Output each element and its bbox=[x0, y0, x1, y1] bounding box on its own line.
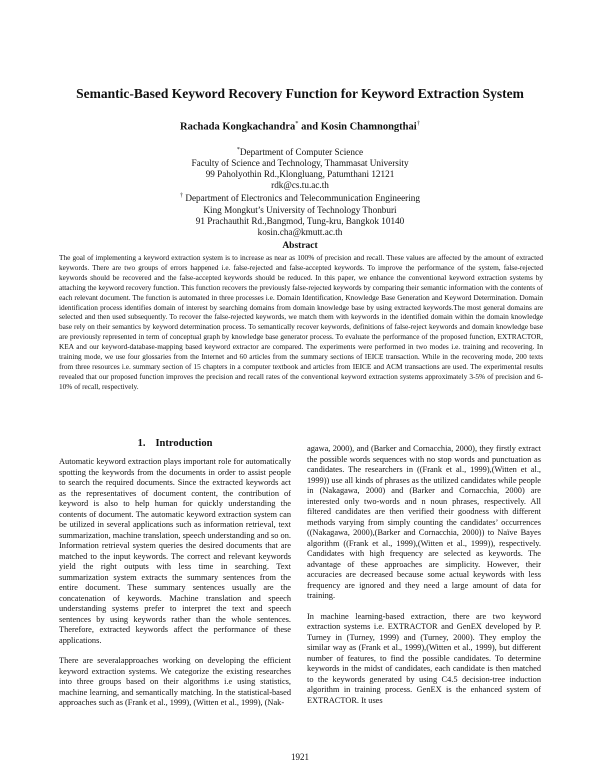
affiliation-line: King Mongkut’s University of Technology Thonburi bbox=[203, 204, 397, 215]
author-name: Rachada Kongkachandra bbox=[180, 121, 296, 133]
department: Department of Electronics and Telecommunication Engineering bbox=[183, 193, 420, 204]
author-line bbox=[0, 120, 600, 133]
author-email: kosin.cha@kmutt.ac.th bbox=[257, 226, 343, 237]
paragraph: Automatic keyword extraction plays important role for automatically spotting the keywords from the documents in order to assist people to search the required documents. Since the extracted keywords act as the representatives of document content, the contribution of keyword is also to help human for quickly understanding the contents of document. The automatic keyword extraction system can be utilized in several applications such as information retrieval, text summarization, machine translation, speech understanding and so on. Information retrieval system queries the desired documents that are matched to the input keywords. The correct and relevant keywords yield the right outputs with less time in searching. Text summarization system extracts the summary sentences from the entire document. These summary sentences usually are the concatenation of keywords. Machine translation and speech understanding systems prefer to interpret the text and speech sentences by using keywords rather than the whole sentences. Therefore, extracted keywords affect the performance of these applications. bbox=[59, 457, 291, 645]
affiliation-line: 99 Paholyothin Rd.,Klongluang, Patumthani 12121 bbox=[205, 169, 395, 180]
affiliation-marker: * bbox=[236, 147, 240, 153]
affiliation-line bbox=[0, 191, 600, 204]
affiliation-line bbox=[0, 145, 600, 158]
author-email: rdk@cs.tu.ac.th bbox=[271, 180, 329, 191]
author-affil-marker: † bbox=[416, 120, 420, 127]
author-conjunction: and bbox=[298, 121, 321, 133]
section-title: Introduction bbox=[155, 438, 213, 449]
section-number: 1. bbox=[137, 438, 146, 449]
affiliation-line: 91 Prachauthit Rd.,Bangmod, Tung-kru, Bangkok 10140 bbox=[195, 215, 405, 226]
right-column bbox=[307, 444, 541, 716]
department: Department of Computer Science bbox=[239, 147, 364, 158]
paragraph: agawa, 2000), and (Barker and Cornacchia, 2000), they firstly extract the possible words sequences with no stop words and punctuation as candidates. The researchers in ((Frank et al., 1999),(Witten et al., 1999)) use all kinds of phrases as the utilized candidates while people in (Nakagawa, 2000) and (Barker and Cornacchia, 2000) are interested only two-words and n noun phrases, respectively. All filtered candidates are then verified their goodness with different methods varying from simply counting the candidates’ occurrences ((Nakagawa, 2000),(Barker and Cornacchia, 2000)) to Naïve Bayes algorithm ((Frank et al., 1999),(Witten et al., 1999)), respectively. Candidates with high frequency are selected as keywords. The advantage of these approaches are simplicity. However, their accuracies are decreased because some actual keywords with less frequency are ignored and they need a large amount of data for training. bbox=[307, 444, 541, 600]
left-column bbox=[59, 438, 291, 719]
abstract-body: The goal of implementing a keyword extraction system is to increase as near as 100% of precision and recall. These values are affected by the amount of extracted keywords. There are two groups of errors happened i.e. false-rejected and false-accepted keywords. To improve the performance of the system, false-rejected keywords should be recovered and the false-accepted keywords should be reduced. In this paper, we enhance the conventional keyword extraction systems by attaching the keyword recovery function. This function recovers the previously false-rejected keywords by comparing their semantic information with the contents of each relevant document. The function is automated in three processes i.e. Domain Identification, Knowledge Base Generation and Keyword Determination. Domain identification process identifies domain of interest by searching domains from domain knowledge base by using extracted keywords.The most general domains are selected and then used subsequently. To recover the false-rejected keywords, we match them with keywords in the identified domain within the domain knowledge base rely on their semantics by keyword determination process. To semantically recover keywords, definitions of false-reject keywords and domain knowledge base are previously represented in term of conceptual graph by knowledge base generator process. To evaluate the performance of the proposed function, EXTRACTOR, KEA and our keyword-database-mapping based keyword extractor are compared. The experiments were performed in two modes i.e. training and recovering. In training mode, we use four glossaries from the Internet and 60 articles from the summary sections of IEICE transaction. While in the recovering mode, 200 texts from three resources i.e. summary section of 15 chapters in a computer textbook and articles from IEICE and ACM transactions are used. The experimental results revealed that our proposed function improves the precision and recall rates of the conventional keyword extraction systems approximately 3-5% of precision and 6-10% of recall, respectively. bbox=[59, 253, 543, 391]
affiliation-marker: † bbox=[180, 193, 184, 200]
paragraph: There are severalapproaches working on developing the efficient keyword extraction systems. We categorize the existing researches into three groups based on their algorithms i.e using statistics, machine learning, and semantically matching. In the statistical-based approaches such as (Frank et al., 1999), (Witten et al., 1999), (Nak- bbox=[59, 656, 291, 707]
section-heading bbox=[59, 438, 291, 450]
abstract-heading: Abstract bbox=[282, 241, 318, 251]
paragraph: In machine learning-based extraction, there are two keyword extraction systems i.e. EXTRACTOR and GenEX developed by P. Turney in (Turney, 1999) and (Turney, 2000). They employ the similar way as (Frank et al., 1999),(Witten et al., 1999), but different number of features, to find the possible candidates. To determine keywords in the midst of candidates, each candidate is then matched to the keywords generated by using C4.5 decision-tree induction algorithm in training process. GenEX is the enhanced system of EXTRACTOR. It uses bbox=[307, 611, 541, 705]
author-affil-marker: * bbox=[295, 120, 299, 127]
affiliation-line: Faculty of Science and Technology, Thammasat University bbox=[191, 158, 409, 169]
affiliations bbox=[0, 145, 600, 238]
page-number: 1921 bbox=[291, 752, 309, 762]
author-name: Kosin Chamnongthai bbox=[320, 121, 417, 133]
paper-title: Semantic-Based Keyword Recovery Function for Keyword Extraction System bbox=[76, 86, 524, 101]
